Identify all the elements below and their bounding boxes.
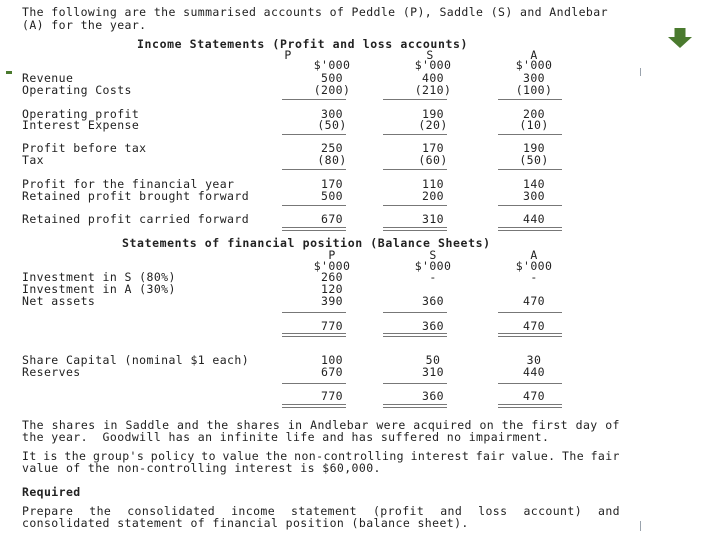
row-label: Revenue bbox=[22, 71, 74, 85]
income-head-p: P bbox=[284, 48, 292, 62]
double-rule bbox=[383, 227, 447, 231]
note-2-line-2: value of the non-controlling interest is $60,000. bbox=[22, 461, 381, 475]
row-label: Net assets bbox=[22, 294, 96, 308]
value-s: 310 bbox=[422, 212, 444, 226]
balance-head-a: A bbox=[530, 248, 538, 262]
value-p: 670 bbox=[321, 212, 343, 226]
intro-line-1: The following are the summarised accounts of Peddle (P), Saddle (S) and Andlebar bbox=[22, 5, 608, 19]
rule bbox=[383, 312, 447, 313]
row-label: Tax bbox=[22, 153, 44, 167]
income-head-a: A bbox=[530, 48, 538, 62]
double-rule bbox=[383, 333, 447, 337]
double-rule bbox=[282, 404, 346, 408]
value-p: (80) bbox=[317, 153, 347, 167]
row-label: Retained profit brought forward bbox=[22, 189, 250, 203]
rule bbox=[498, 205, 562, 206]
value-a: 190 bbox=[523, 141, 545, 155]
value-a: (50) bbox=[519, 153, 549, 167]
balance-head-p: P bbox=[328, 248, 336, 262]
value-p: 120 bbox=[321, 282, 343, 296]
value-a: 140 bbox=[523, 177, 545, 191]
double-rule bbox=[498, 404, 562, 408]
value-s: 360 bbox=[422, 389, 444, 403]
rule bbox=[383, 169, 447, 170]
value-s: 400 bbox=[422, 71, 444, 85]
row-label: Investment in A (30%) bbox=[22, 282, 176, 296]
rule bbox=[498, 99, 562, 100]
row-label: Operating profit bbox=[22, 107, 140, 121]
value-a: 470 bbox=[523, 389, 545, 403]
income-head-s: S bbox=[426, 48, 434, 62]
down-arrow-icon bbox=[668, 28, 692, 48]
income-title: Income Statements (Profit and loss accounts) bbox=[137, 37, 469, 51]
double-rule bbox=[498, 333, 562, 337]
value-p: 500 bbox=[321, 189, 343, 203]
value-s: 110 bbox=[422, 177, 444, 191]
rule bbox=[383, 134, 447, 135]
rule bbox=[282, 312, 346, 313]
rule bbox=[282, 383, 346, 384]
row-label: Share Capital (nominal $1 each) bbox=[22, 353, 250, 367]
income-unit-p: $'000 bbox=[313, 58, 351, 72]
value-a: 440 bbox=[523, 365, 545, 379]
rule bbox=[498, 383, 562, 384]
double-rule bbox=[282, 333, 346, 337]
bullet-marker bbox=[6, 71, 12, 74]
rule bbox=[282, 205, 346, 206]
rule bbox=[498, 134, 562, 135]
balance-unit-s: $'000 bbox=[414, 259, 452, 273]
value-s: 360 bbox=[422, 294, 444, 308]
double-rule bbox=[383, 404, 447, 408]
required-line-2: consolidated statement of financial position (balance sheet). bbox=[22, 516, 469, 530]
value-p: 500 bbox=[321, 71, 343, 85]
row-label: Retained profit carried forward bbox=[22, 212, 250, 226]
value-p: 250 bbox=[321, 141, 343, 155]
value-a: 30 bbox=[526, 353, 542, 367]
required-line-1: Prepare the consolidated income statement (profit and loss account) and bbox=[22, 504, 620, 518]
rule bbox=[282, 99, 346, 100]
value-p: 670 bbox=[321, 365, 343, 379]
value-a: 470 bbox=[523, 294, 545, 308]
note-2-line-1: It is the group's policy to value the non-controlling interest fair value. The fair bbox=[22, 449, 620, 463]
right-edge-mark-top bbox=[640, 68, 641, 76]
value-p: (50) bbox=[317, 118, 347, 132]
row-label: Profit for the financial year bbox=[22, 177, 235, 191]
rule bbox=[383, 99, 447, 100]
value-a: (100) bbox=[515, 83, 553, 97]
double-rule bbox=[282, 227, 346, 231]
rule bbox=[282, 169, 346, 170]
right-edge-mark-bottom bbox=[640, 521, 641, 531]
row-label: Interest Expense bbox=[22, 118, 140, 132]
double-rule bbox=[498, 227, 562, 231]
value-s: (60) bbox=[418, 153, 448, 167]
row-label: Operating Costs bbox=[22, 83, 132, 97]
rule bbox=[498, 312, 562, 313]
value-p: 100 bbox=[321, 353, 343, 367]
rule bbox=[498, 169, 562, 170]
income-unit-a: $'000 bbox=[515, 58, 553, 72]
intro-line-2: (A) for the year. bbox=[22, 18, 147, 32]
value-p: 390 bbox=[321, 294, 343, 308]
row-label: Profit before tax bbox=[22, 141, 147, 155]
value-p: 300 bbox=[321, 107, 343, 121]
balance-unit-p: $'000 bbox=[313, 259, 351, 273]
note-1-line-1: The shares in Saddle and the shares in Andlebar were acquired on the first day of bbox=[22, 418, 620, 432]
value-s: (20) bbox=[418, 118, 448, 132]
value-s: 310 bbox=[422, 365, 444, 379]
value-a: 300 bbox=[523, 189, 545, 203]
balance-title: Statements of financial position (Balance Sheets) bbox=[122, 236, 491, 250]
value-a: 470 bbox=[523, 319, 545, 333]
value-a: 300 bbox=[523, 71, 545, 85]
value-a: 440 bbox=[523, 212, 545, 226]
rule bbox=[282, 134, 346, 135]
value-a: - bbox=[530, 270, 538, 284]
value-s: 200 bbox=[422, 189, 444, 203]
value-p: 260 bbox=[321, 270, 343, 284]
balance-head-s: S bbox=[429, 248, 437, 262]
rule bbox=[383, 205, 447, 206]
note-1-line-2: the year. Goodwill has an infinite life and has suffered no impairment. bbox=[22, 430, 550, 444]
income-unit-s: $'000 bbox=[414, 58, 452, 72]
value-a: (10) bbox=[519, 118, 549, 132]
value-p: (200) bbox=[313, 83, 351, 97]
value-a: 200 bbox=[523, 107, 545, 121]
value-s: 360 bbox=[422, 319, 444, 333]
value-s: - bbox=[429, 270, 437, 284]
value-p: 770 bbox=[321, 389, 343, 403]
balance-unit-a: $'000 bbox=[515, 259, 553, 273]
row-label: Investment in S (80%) bbox=[22, 270, 176, 284]
value-s: 190 bbox=[422, 107, 444, 121]
rule bbox=[383, 383, 447, 384]
value-s: 170 bbox=[422, 141, 444, 155]
value-p: 170 bbox=[321, 177, 343, 191]
value-s: (210) bbox=[414, 83, 452, 97]
value-p: 770 bbox=[321, 319, 343, 333]
required-heading: Required bbox=[22, 485, 81, 499]
value-s: 50 bbox=[425, 353, 441, 367]
row-label: Reserves bbox=[22, 365, 81, 379]
